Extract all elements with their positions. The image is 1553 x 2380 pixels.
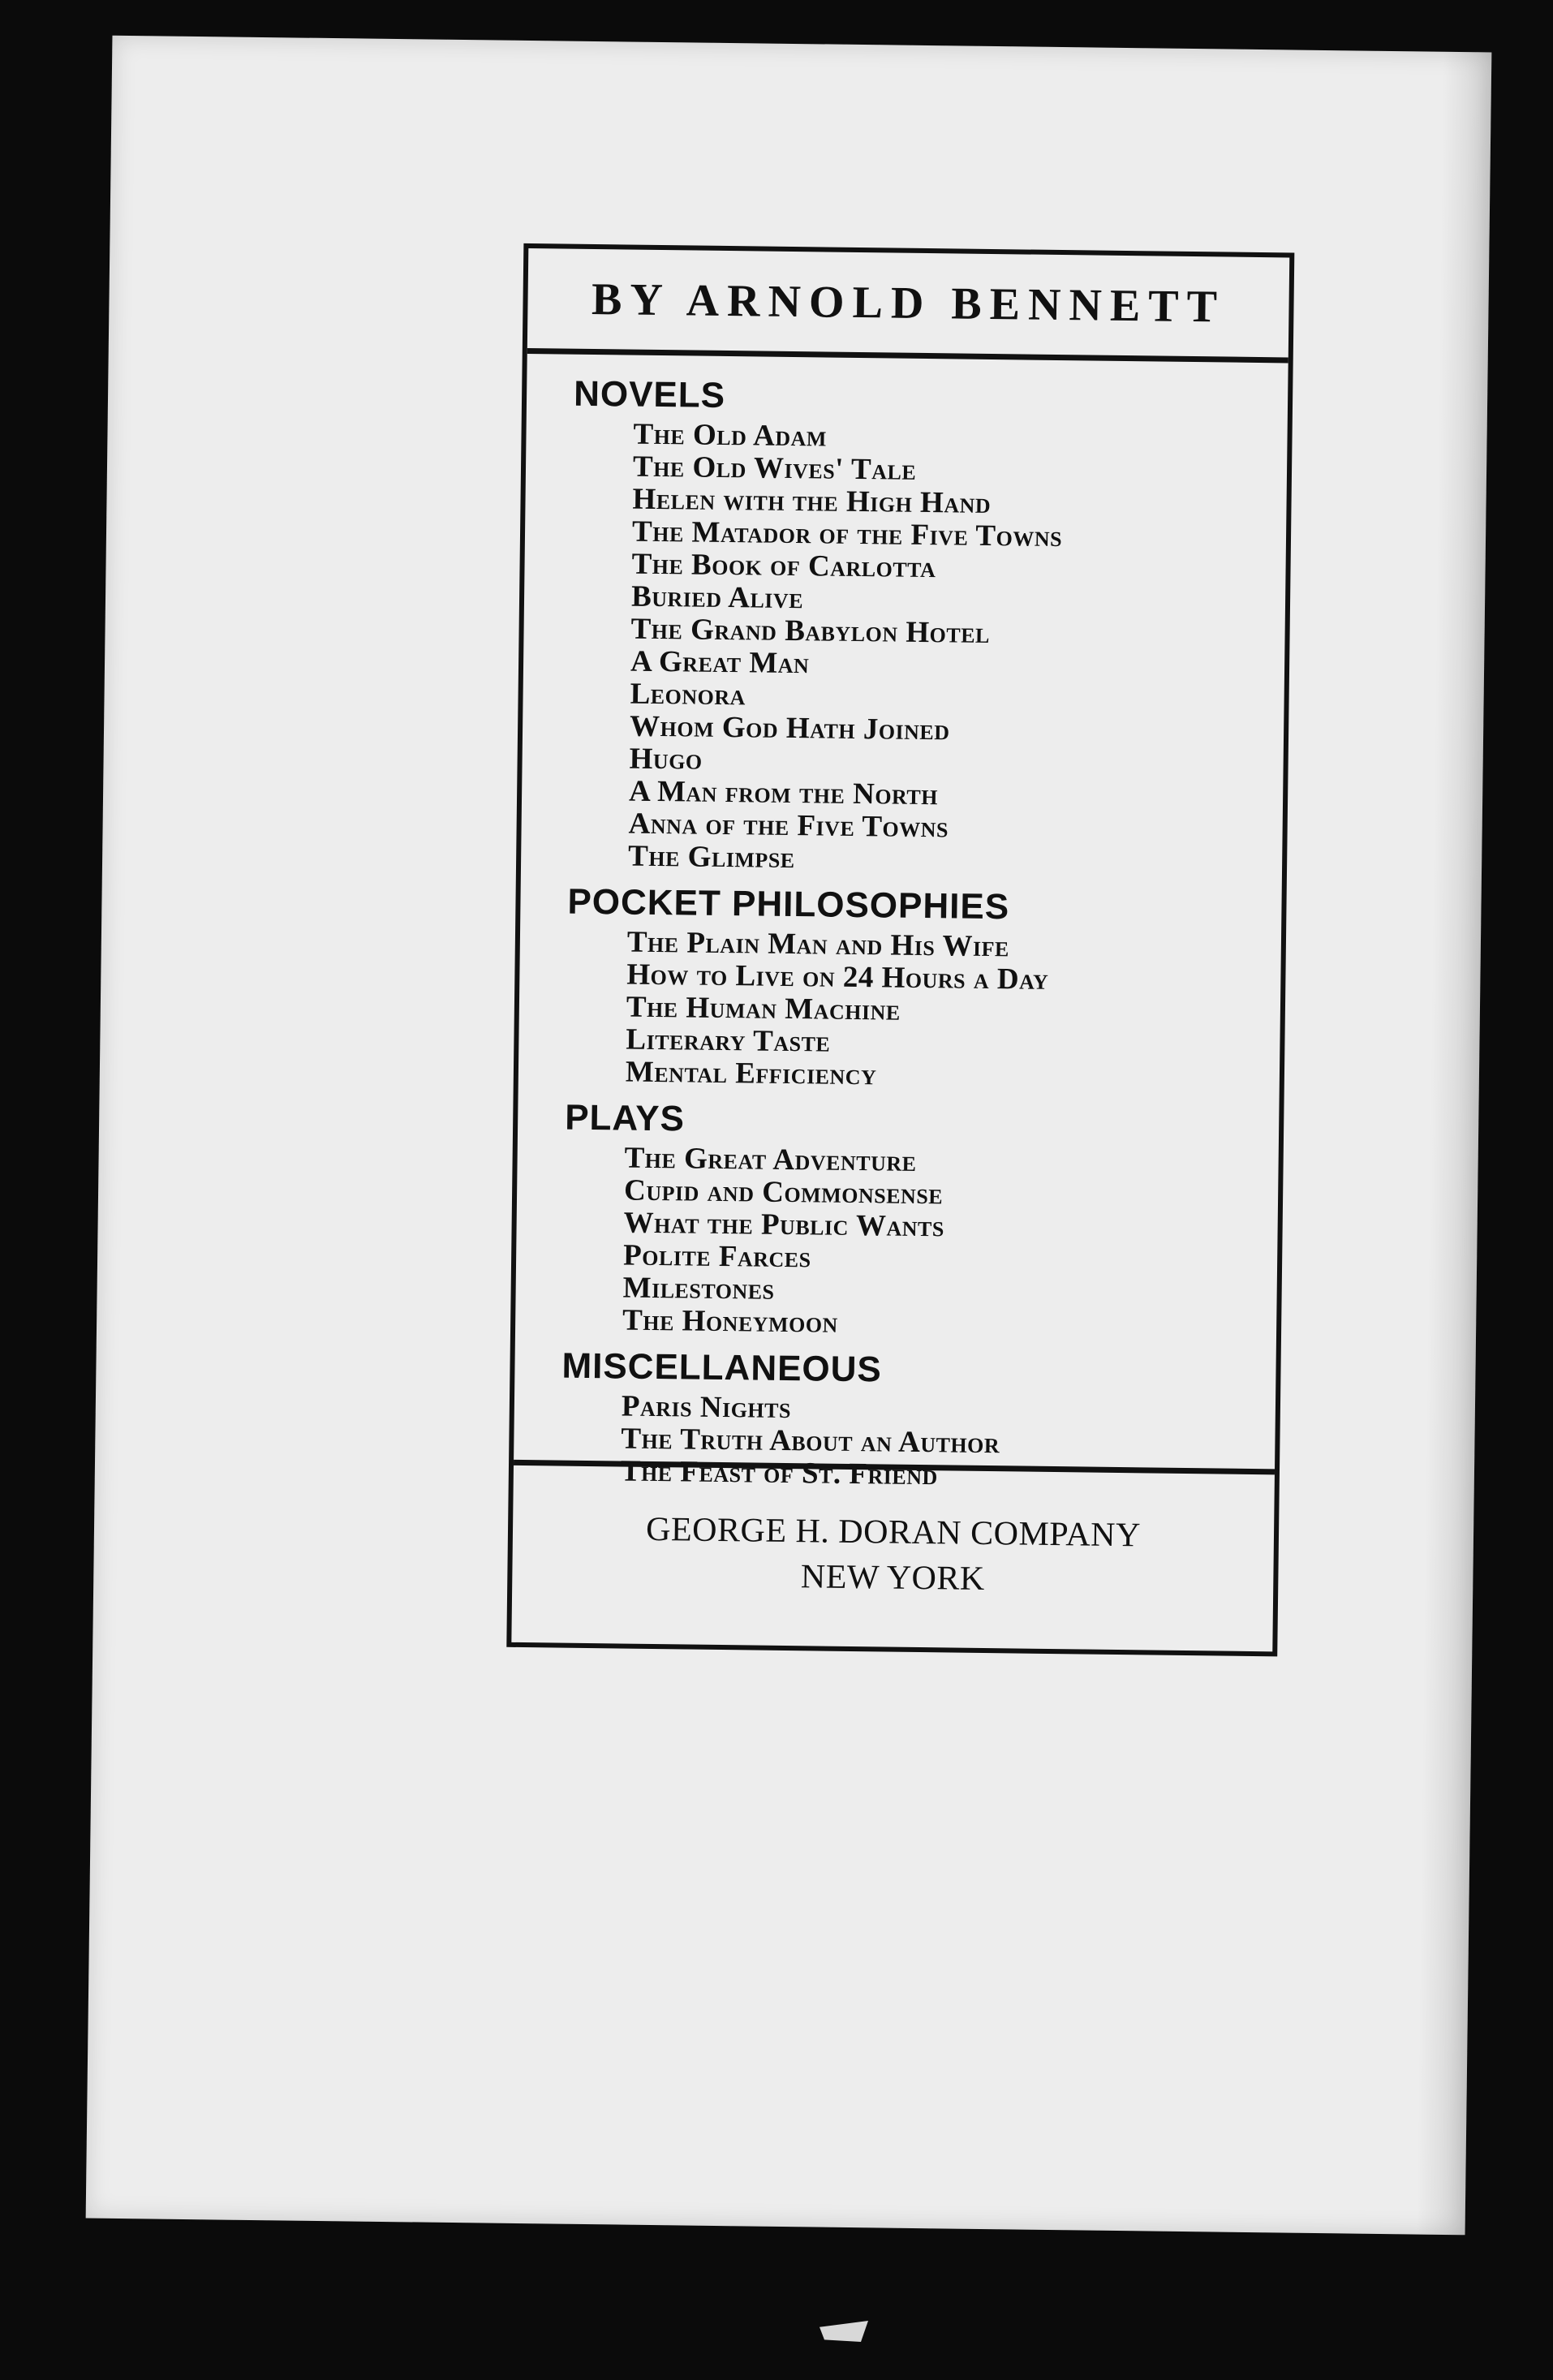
book-title: Whom God Hath Joined [629,709,950,747]
publisher-city: NEW YORK [800,1558,986,1598]
book-title: Milestones [622,1271,775,1306]
book-title: The Human Machine [626,990,901,1027]
book-title: Anna of the Five Towns [628,807,949,845]
book-title: The Truth About an Author [621,1422,1000,1461]
publisher-name: GEORGE H. DORAN COMPANY [645,1510,1142,1555]
section-novels [568,371,1255,880]
scan-artifact [820,2321,868,2342]
book-title: Polite Farces [622,1238,811,1275]
author-heading: BY ARNOLD BENNETT [591,273,1226,332]
frame-footer [511,1465,1274,1645]
paper-shadow [1417,52,1492,2236]
section-heading: NOVELS [573,373,726,415]
book-title: Paris Nights [621,1389,792,1426]
frame-body [514,354,1288,1492]
book-title: The Great Adventure [624,1141,917,1178]
book-title: What the Public Wants [623,1206,945,1244]
section-heading: POCKET PHILOSOPHIES [567,881,1010,927]
section-heading: PLAYS [564,1097,686,1139]
paper-sheet [86,36,1492,2236]
book-title: The Plain Man and His Wife [626,925,1010,964]
title-list [566,926,1249,1096]
book-title: The Matador of the Five Towns [631,514,1063,554]
book-title: Hugo [629,742,703,777]
book-title: Buried Alive [630,579,804,616]
book-title: Leonora [630,677,746,712]
book-title: Literary Taste [626,1022,831,1059]
book-title: Helen with the High Hand [632,482,992,520]
book-title: The Old Adam [633,417,828,454]
section-heading: MISCELLANEOUS [561,1345,883,1390]
book-title: Cupid and Commonsense [623,1173,944,1212]
book-title: A Man from the North [628,774,939,812]
book-title: A Great Man [630,644,810,681]
book-title: How to Live on 24 Hours a Day [626,958,1049,996]
title-list [568,418,1255,880]
book-title: The Glimpse [627,839,795,876]
section-plays [562,1095,1247,1345]
book-list-frame [506,243,1294,1656]
book-title: The Old Wives' Tale [632,450,917,487]
book-title: The Feast of St. Friend [620,1454,939,1492]
book-title: The Grand Babylon Hotel [630,612,991,650]
book-title: Mental Efficiency [625,1055,877,1092]
book-title: The Honeymoon [622,1303,839,1340]
section-pocket-philosophies [566,879,1250,1096]
title-list [562,1142,1246,1345]
frame-header [527,248,1290,363]
book-title: The Book of Carlotta [631,547,936,585]
